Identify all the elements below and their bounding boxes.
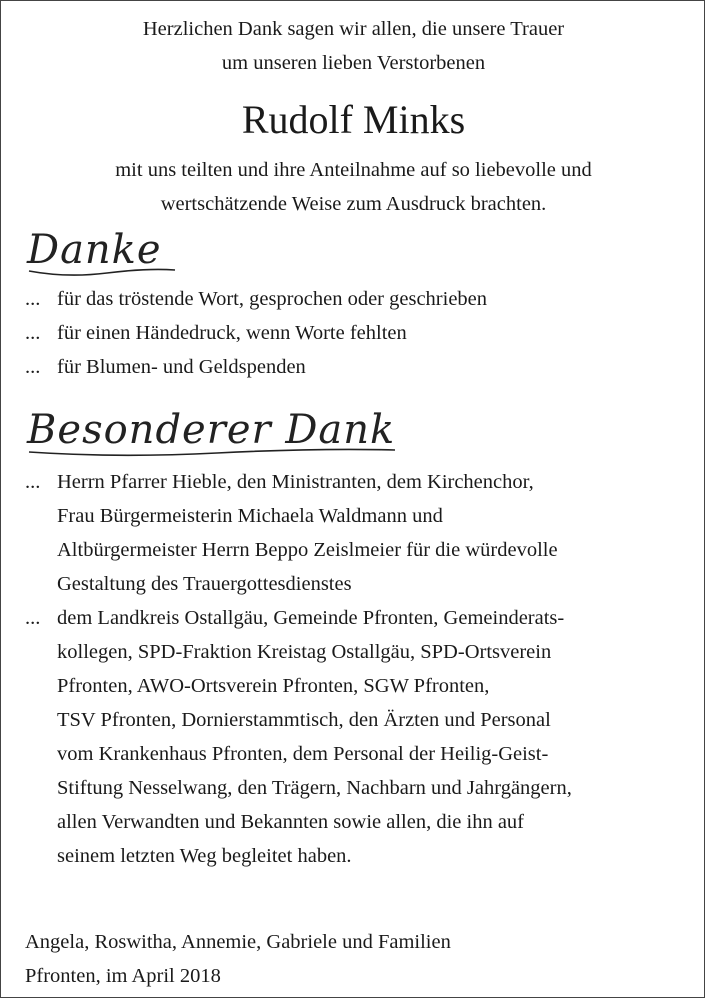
signoff-place-date: Pfronten, im April 2018 xyxy=(25,965,221,987)
outro-line-1: mit uns teilten und ihre Anteilnahme auf so liebevolle und xyxy=(115,159,592,181)
list-item xyxy=(25,350,685,384)
list-item-line: dem Landkreis Ostallgäu, Gemeinde Pfronten, Gemeinderats- xyxy=(57,607,565,629)
list-item xyxy=(25,316,685,350)
flourish-underline-icon xyxy=(27,267,177,279)
ellipsis-bullet: ... xyxy=(25,288,41,310)
intro-line-1: Herzlichen Dank sagen wir allen, die unsere Trauer xyxy=(142,18,565,40)
deceased-name: Rudolf Minks xyxy=(241,97,466,142)
ellipsis-bullet: ... xyxy=(25,322,41,344)
list-item-text: für das tröstende Wort, gesprochen oder geschrieben xyxy=(57,288,488,310)
list-item-line: Frau Bürgermeisterin Michaela Waldmann und xyxy=(57,505,443,527)
intro-line-2: um unseren lieben Verstorbenen xyxy=(221,52,486,74)
list-item xyxy=(25,282,685,316)
list-item-text: für Blumen- und Geldspenden xyxy=(57,356,306,378)
outro-text xyxy=(1,153,706,221)
list-item-line: seinem letzten Weg begleitet haben. xyxy=(57,845,352,867)
list-item xyxy=(25,465,685,601)
list-item-line: TSV Pfronten, Dornierstammtisch, den Ärzten und Personal xyxy=(57,709,551,731)
intro-text xyxy=(1,12,706,80)
heading-danke-text: Danke xyxy=(27,227,162,273)
signoff xyxy=(25,925,451,993)
heading-besonderer-dank-text: Besonderer Dank xyxy=(27,407,396,453)
ellipsis-bullet: ... xyxy=(25,471,41,493)
list-item-line: Pfronten, AWO-Ortsverein Pfronten, SGW Pfronten, xyxy=(57,675,490,697)
outro-line-2: wertschätzende Weise zum Ausdruck brachten. xyxy=(160,193,547,215)
section-heading-danke xyxy=(27,227,162,273)
list-item-line: vom Krankenhaus Pfronten, dem Personal der Heilig-Geist- xyxy=(57,743,549,765)
section-heading-besonderer-dank xyxy=(27,407,395,453)
thanks-list xyxy=(25,282,685,384)
special-thanks-list xyxy=(25,465,685,873)
signoff-names: Angela, Roswitha, Annemie, Gabriele und Familien xyxy=(25,931,451,953)
list-item xyxy=(25,601,685,873)
list-item-line: Altbürgermeister Herrn Beppo Zeislmeier für die würdevolle xyxy=(57,539,558,561)
ellipsis-bullet: ... xyxy=(25,356,41,378)
list-item-line: kollegen, SPD-Fraktion Kreistag Ostallgäu, SPD-Ortsverein xyxy=(57,641,552,663)
list-item-line: Gestaltung des Trauergottesdienstes xyxy=(57,573,352,595)
list-item-line: allen Verwandten und Bekannten sowie allen, die ihn auf xyxy=(57,811,524,833)
list-item-text: für einen Händedruck, wenn Worte fehlten xyxy=(57,322,407,344)
list-item-line: Herrn Pfarrer Hieble, den Ministranten, dem Kirchenchor, xyxy=(57,471,534,493)
ellipsis-bullet: ... xyxy=(25,607,41,629)
flourish-underline-icon xyxy=(27,447,397,459)
list-item-line: Stiftung Nesselwang, den Trägern, Nachbarn und Jahrgängern, xyxy=(57,777,572,799)
